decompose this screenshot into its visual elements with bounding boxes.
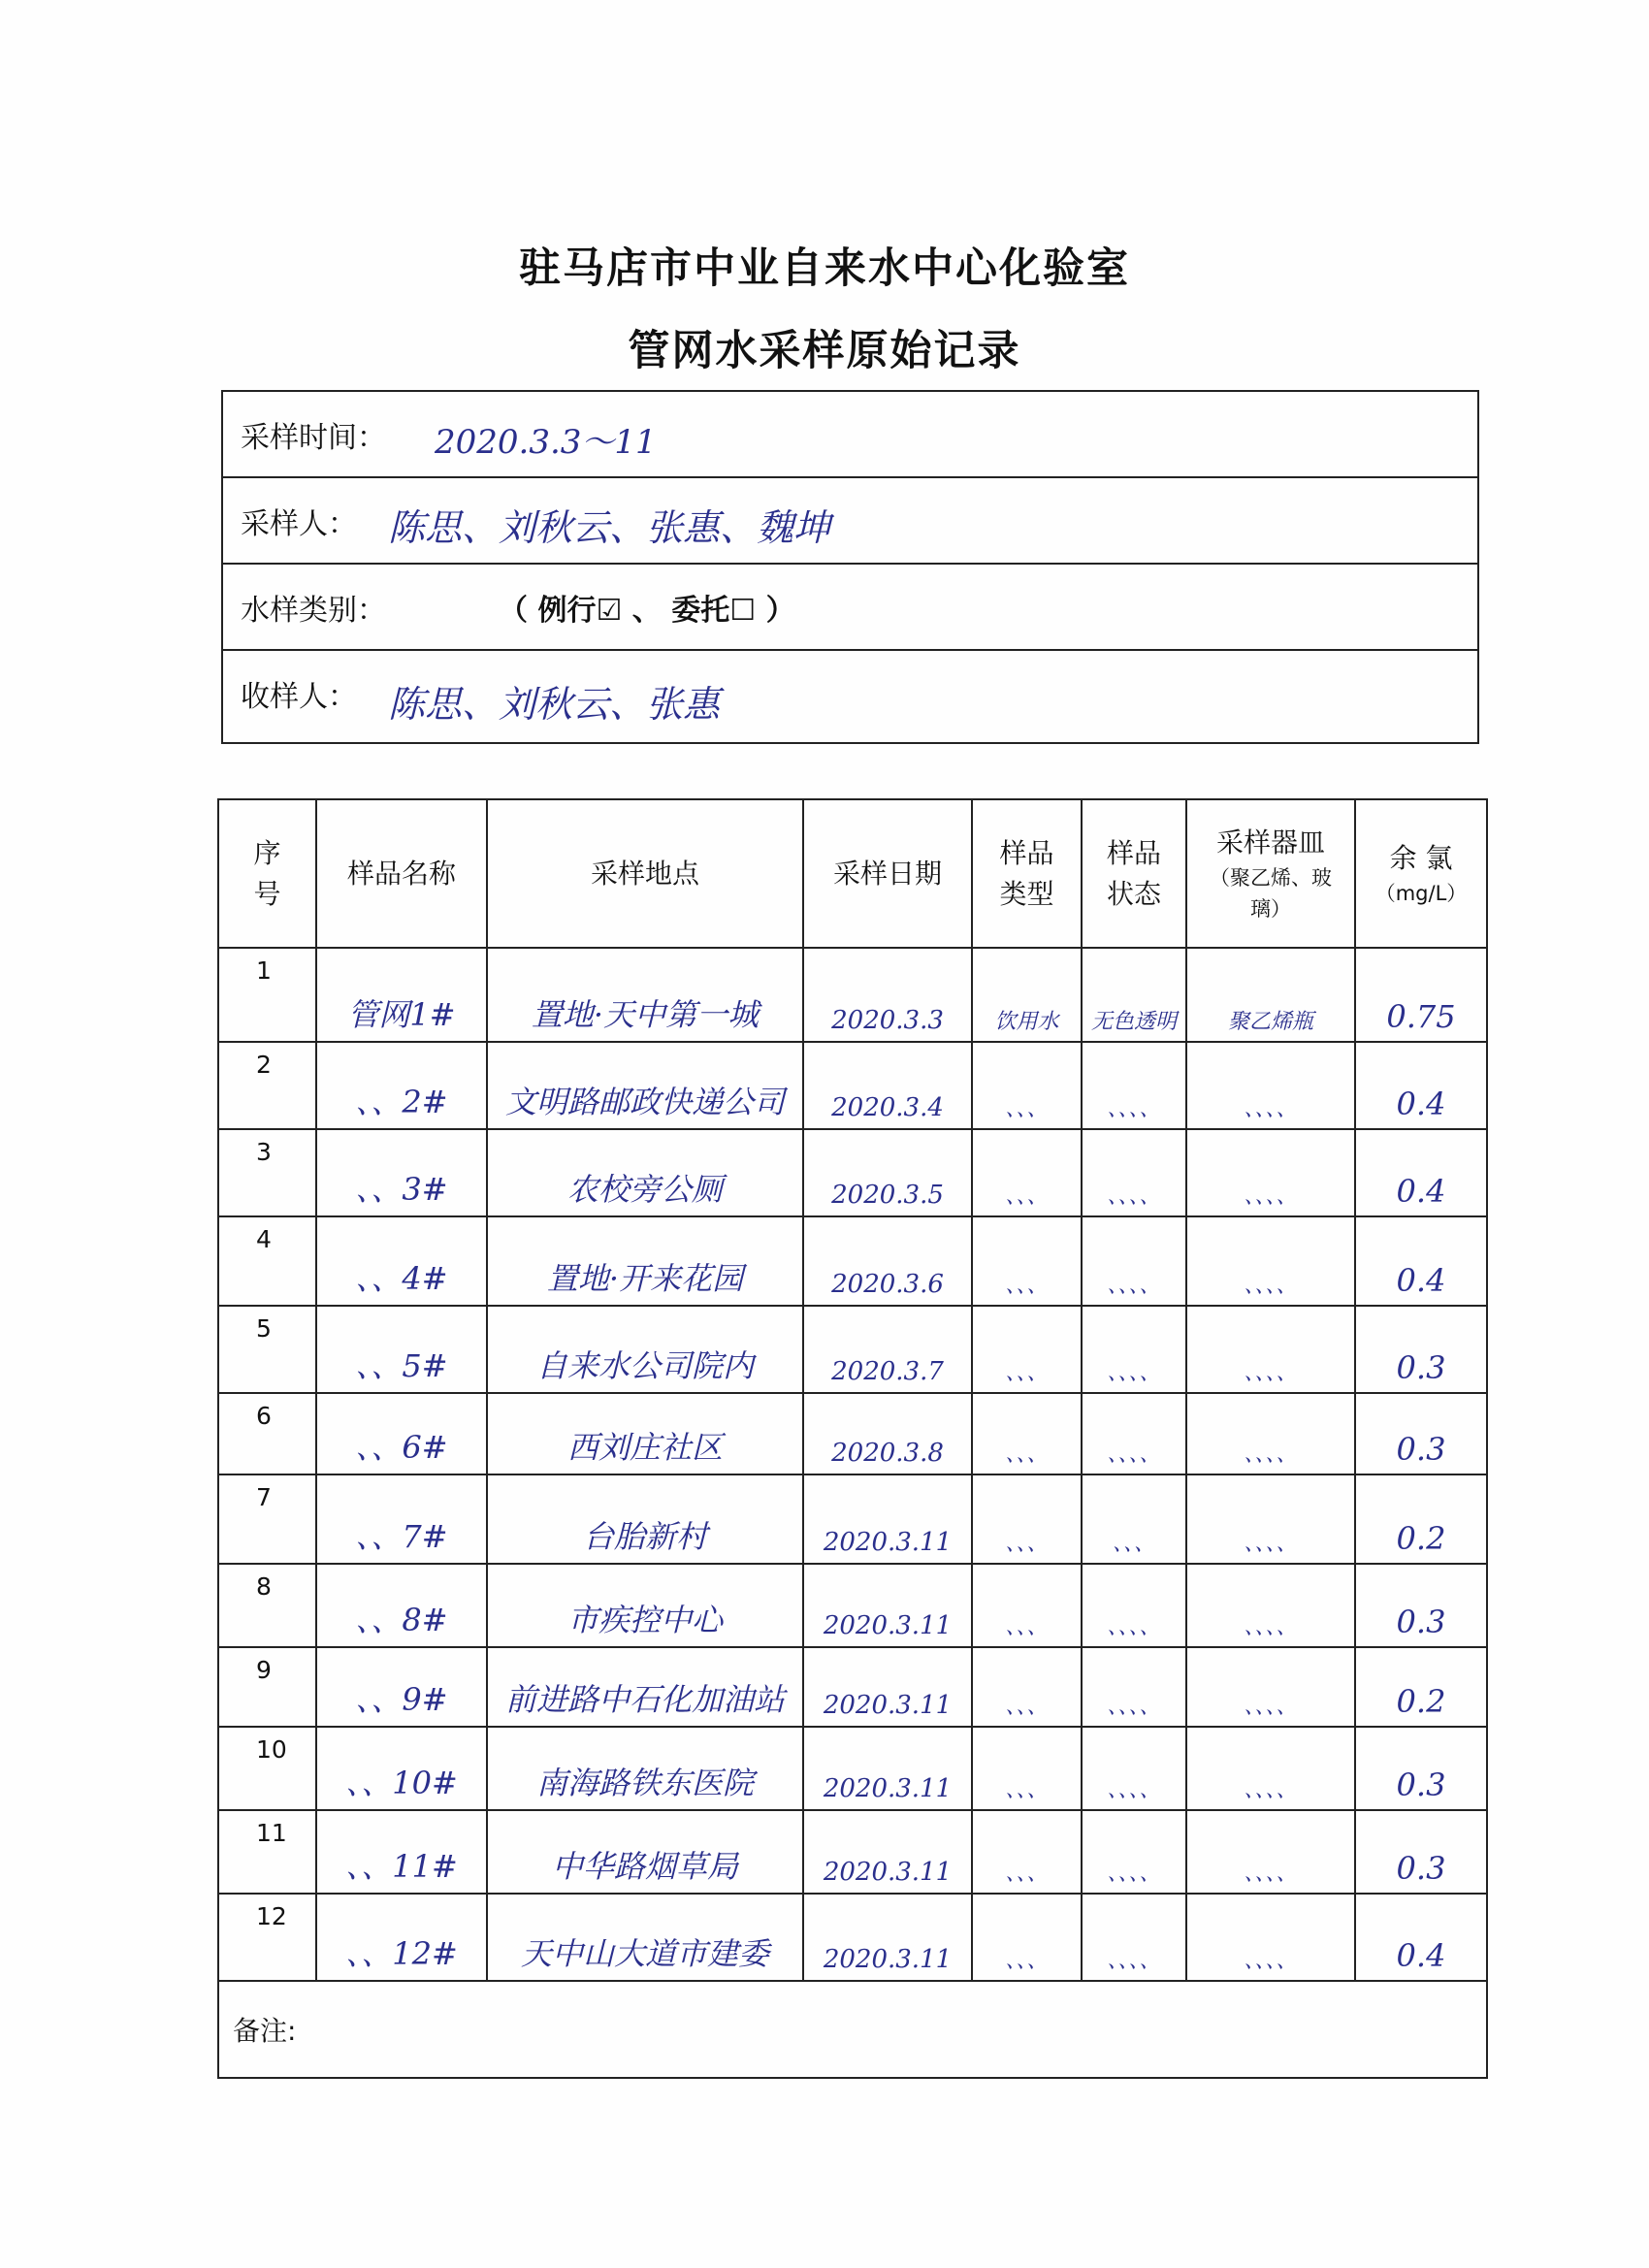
seq-number: 6	[256, 1402, 272, 1430]
type-cell	[972, 1810, 1082, 1894]
vessel-cell	[1186, 1393, 1355, 1474]
location-value: 西刘庄社区	[566, 1429, 723, 1466]
date-cell	[803, 1564, 972, 1647]
date-cell	[803, 1129, 972, 1216]
remark-label: 备注:	[233, 2015, 297, 2047]
name-cell	[316, 1216, 487, 1306]
header-row	[218, 799, 1487, 948]
receiver-value: 陈思、刘秋云、张惠	[388, 683, 721, 726]
type-value: 、、、	[1005, 1615, 1049, 1639]
date-value: 2020.3.3	[831, 1006, 944, 1035]
state-cell	[1082, 1564, 1186, 1647]
chlorine-cell	[1355, 1216, 1487, 1306]
seq-cell	[218, 948, 316, 1042]
info-block	[221, 390, 1479, 744]
state-cell	[1082, 1216, 1186, 1306]
seq-cell	[218, 1042, 316, 1129]
vessel-value: 、、、、	[1244, 1184, 1298, 1209]
sampling-time-label: 采样时间：	[241, 421, 386, 455]
table-row	[218, 1647, 1487, 1727]
chlorine-cell	[1355, 948, 1487, 1042]
header-chlorine: 余 氯 （mg/L）	[1355, 799, 1487, 948]
type-cell	[972, 1894, 1082, 1981]
type-cell	[972, 1564, 1082, 1647]
vessel-cell	[1186, 1306, 1355, 1393]
chlorine-value: 0.3	[1396, 1349, 1446, 1386]
date-value: 2020.3.5	[831, 1181, 944, 1210]
vessel-value: 、、、、	[1244, 1361, 1298, 1385]
chlorine-cell	[1355, 1894, 1487, 1981]
category-row	[223, 565, 1477, 651]
seq-number: 4	[256, 1225, 272, 1253]
table-row	[218, 1564, 1487, 1647]
state-cell	[1082, 1894, 1186, 1981]
name-cell	[316, 1474, 487, 1564]
type-value: 、、、	[1005, 1361, 1049, 1385]
date-cell	[803, 1647, 972, 1727]
vessel-value: 、、、、	[1244, 1615, 1298, 1639]
name-cell	[316, 1042, 487, 1129]
date-value: 2020.3.11	[823, 1611, 953, 1640]
name-cell	[316, 1393, 487, 1474]
header-type: 样品类型	[972, 799, 1082, 948]
vessel-cell	[1186, 1564, 1355, 1647]
name-value: 、、8#	[355, 1602, 448, 1638]
type-cell	[972, 1129, 1082, 1216]
location-value: 天中山大道市建委	[520, 1935, 769, 1972]
date-cell	[803, 1727, 972, 1810]
sampling-table	[217, 798, 1488, 2079]
location-cell	[487, 1810, 803, 1894]
type-cell	[972, 1216, 1082, 1306]
chlorine-value: 0.4	[1396, 1937, 1446, 1974]
table-row	[218, 1727, 1487, 1810]
name-cell	[316, 1564, 487, 1647]
chlorine-value: 0.4	[1396, 1173, 1446, 1210]
date-cell	[803, 948, 972, 1042]
remark-row	[218, 1981, 1487, 2078]
date-cell	[803, 1894, 972, 1981]
seq-cell	[218, 1894, 316, 1981]
date-cell	[803, 1393, 972, 1474]
state-value: 、、、、	[1107, 1778, 1161, 1802]
type-value: 饮用水	[994, 1010, 1059, 1034]
type-cell	[972, 1306, 1082, 1393]
name-cell	[316, 1129, 487, 1216]
name-cell	[316, 1306, 487, 1393]
vessel-value: 、、、、	[1244, 1274, 1298, 1298]
name-value: 、、4#	[355, 1260, 448, 1297]
location-cell	[487, 1727, 803, 1810]
location-value: 自来水公司院内	[535, 1347, 754, 1384]
state-cell	[1082, 1306, 1186, 1393]
location-value: 台胎新村	[582, 1518, 707, 1555]
vessel-cell	[1186, 1647, 1355, 1727]
chlorine-value: 0.4	[1396, 1085, 1446, 1122]
state-cell	[1082, 1393, 1186, 1474]
seq-cell	[218, 1216, 316, 1306]
table-row	[218, 1894, 1487, 1981]
type-cell	[972, 948, 1082, 1042]
table-row	[218, 1393, 1487, 1474]
date-value: 2020.3.7	[831, 1357, 944, 1386]
state-cell	[1082, 1727, 1186, 1810]
header-date: 采样日期	[803, 799, 972, 948]
name-value: 、、12#	[345, 1935, 458, 1972]
date-value: 2020.3.11	[823, 1528, 953, 1557]
receiver-label: 收样人：	[241, 680, 357, 714]
seq-number: 3	[256, 1138, 272, 1166]
seq-cell	[218, 1647, 316, 1727]
name-value: 、、3#	[355, 1171, 448, 1208]
chlorine-cell	[1355, 1727, 1487, 1810]
state-value: 、、、、	[1107, 1097, 1161, 1121]
category-options: （ 例行☑ 、 委托☐ ）	[499, 594, 795, 628]
remark-cell	[218, 1981, 1487, 2078]
type-value: 、、、	[1005, 1778, 1049, 1802]
sampler-row	[223, 478, 1477, 565]
date-value: 2020.3.4	[831, 1093, 944, 1122]
name-cell	[316, 948, 487, 1042]
name-value: 、、7#	[355, 1518, 448, 1555]
location-value: 农校旁公厕	[566, 1171, 723, 1208]
state-value: 、、、、	[1107, 1274, 1161, 1298]
location-cell	[487, 1042, 803, 1129]
location-cell	[487, 1647, 803, 1727]
vessel-cell	[1186, 1216, 1355, 1306]
name-cell	[316, 1647, 487, 1727]
chlorine-cell	[1355, 1564, 1487, 1647]
name-value: 管网1#	[347, 996, 456, 1033]
location-value: 文明路邮政快递公司	[504, 1084, 785, 1120]
seq-number: 8	[256, 1572, 272, 1601]
table-row	[218, 1474, 1487, 1564]
state-value: 、、、、	[1107, 1949, 1161, 1973]
location-cell	[487, 1129, 803, 1216]
state-cell	[1082, 1042, 1186, 1129]
sampler-value: 陈思、刘秋云、张惠、魏坤	[388, 506, 831, 549]
type-value: 、、、	[1005, 1274, 1049, 1298]
type-cell	[972, 1474, 1082, 1564]
seq-number: 7	[256, 1483, 272, 1511]
name-value: 、、9#	[355, 1681, 448, 1718]
header-seq: 序号	[218, 799, 316, 948]
sampler-label: 采样人：	[241, 507, 357, 541]
vessel-value: 、、、、	[1244, 1442, 1298, 1467]
seq-cell	[218, 1129, 316, 1216]
chlorine-cell	[1355, 1042, 1487, 1129]
seq-number: 12	[256, 1902, 287, 1930]
header-vessel: 采样器皿 （聚乙烯、玻璃）	[1186, 799, 1355, 948]
type-value: 、、、	[1005, 1442, 1049, 1467]
vessel-value: 、、、、	[1244, 1097, 1298, 1121]
header-vessel-note: （聚乙烯、玻璃）	[1210, 866, 1332, 921]
seq-number: 11	[256, 1819, 287, 1847]
chlorine-value: 0.2	[1396, 1520, 1446, 1557]
chlorine-cell	[1355, 1810, 1487, 1894]
date-value: 2020.3.11	[823, 1691, 953, 1720]
state-cell	[1082, 948, 1186, 1042]
vessel-value: 、、、、	[1244, 1862, 1298, 1886]
vessel-value: 、、、、	[1244, 1695, 1298, 1719]
header-location: 采样地点	[487, 799, 803, 948]
date-value: 2020.3.11	[823, 1858, 953, 1887]
state-cell	[1082, 1474, 1186, 1564]
chlorine-value: 0.3	[1396, 1850, 1446, 1887]
table-body	[218, 948, 1487, 1981]
date-value: 2020.3.8	[831, 1439, 944, 1468]
type-cell	[972, 1042, 1082, 1129]
type-cell	[972, 1647, 1082, 1727]
seq-number: 5	[256, 1314, 272, 1343]
vessel-value: 、、、、	[1244, 1532, 1298, 1556]
vessel-cell	[1186, 1727, 1355, 1810]
table-row	[218, 1810, 1487, 1894]
date-cell	[803, 1474, 972, 1564]
seq-cell	[218, 1393, 316, 1474]
location-value: 置地·天中第一城	[531, 996, 760, 1033]
type-cell	[972, 1727, 1082, 1810]
sampling-time-value: 2020.3.3～11	[435, 423, 657, 462]
type-value: 、、、	[1005, 1695, 1049, 1719]
chlorine-cell	[1355, 1129, 1487, 1216]
location-cell	[487, 1216, 803, 1306]
type-value: 、、、	[1005, 1862, 1049, 1886]
state-value: 、、、、	[1107, 1615, 1161, 1639]
vessel-cell	[1186, 1894, 1355, 1981]
header-name: 样品名称	[316, 799, 487, 948]
state-value: 、、、、	[1107, 1361, 1161, 1385]
seq-number: 2	[256, 1051, 272, 1079]
date-cell	[803, 1306, 972, 1393]
type-value: 、、、	[1005, 1949, 1049, 1973]
chlorine-value: 0.3	[1396, 1604, 1446, 1640]
chlorine-value: 0.2	[1396, 1683, 1446, 1720]
state-value: 、、、	[1112, 1532, 1155, 1556]
state-value: 、、、、	[1107, 1442, 1161, 1467]
vessel-value: 、、、、	[1244, 1778, 1298, 1802]
chlorine-value: 0.3	[1396, 1431, 1446, 1468]
header-chlorine-unit: （mg/L）	[1374, 881, 1468, 905]
vessel-cell	[1186, 1042, 1355, 1129]
chlorine-cell	[1355, 1647, 1487, 1727]
location-cell	[487, 1474, 803, 1564]
seq-number: 9	[256, 1656, 272, 1684]
chlorine-cell	[1355, 1393, 1487, 1474]
header-state: 样品状态	[1082, 799, 1186, 948]
name-value: 、、5#	[355, 1347, 448, 1384]
chlorine-value: 0.4	[1396, 1262, 1446, 1299]
table-row	[218, 948, 1487, 1042]
location-value: 中华路烟草局	[551, 1848, 738, 1885]
chlorine-cell	[1355, 1474, 1487, 1564]
seq-number: 10	[256, 1735, 287, 1764]
vessel-cell	[1186, 1474, 1355, 1564]
chlorine-value: 0.3	[1396, 1766, 1446, 1803]
chlorine-cell	[1355, 1306, 1487, 1393]
vessel-value: 聚乙烯瓶	[1227, 1010, 1313, 1034]
table-row	[218, 1042, 1487, 1129]
date-value: 2020.3.6	[831, 1270, 944, 1299]
state-value: 、、、、	[1107, 1695, 1161, 1719]
state-cell	[1082, 1810, 1186, 1894]
vessel-value: 、、、、	[1244, 1949, 1298, 1973]
type-value: 、、、	[1005, 1097, 1049, 1121]
location-cell	[487, 1894, 803, 1981]
location-value: 南海路铁东医院	[535, 1765, 754, 1801]
seq-cell	[218, 1306, 316, 1393]
location-value: 置地·开来花园	[546, 1260, 744, 1297]
name-value: 、、11#	[345, 1848, 458, 1885]
seq-cell	[218, 1474, 316, 1564]
state-value: 无色透明	[1090, 1010, 1177, 1034]
name-value: 、、6#	[355, 1429, 448, 1466]
name-cell	[316, 1810, 487, 1894]
type-value: 、、、	[1005, 1532, 1049, 1556]
location-cell	[487, 948, 803, 1042]
seq-cell	[218, 1727, 316, 1810]
state-cell	[1082, 1647, 1186, 1727]
location-cell	[487, 1306, 803, 1393]
table-row	[218, 1216, 1487, 1306]
state-cell	[1082, 1129, 1186, 1216]
chlorine-value: 0.75	[1386, 998, 1456, 1035]
vessel-cell	[1186, 1129, 1355, 1216]
type-value: 、、、	[1005, 1184, 1049, 1209]
location-cell	[487, 1564, 803, 1647]
name-cell	[316, 1727, 487, 1810]
document-subtitle: 管网水采样原始记录	[628, 327, 1021, 375]
location-cell	[487, 1393, 803, 1474]
table-row	[218, 1306, 1487, 1393]
location-value: 前进路中石化加油站	[504, 1681, 785, 1718]
table-row	[218, 1129, 1487, 1216]
vessel-cell	[1186, 1810, 1355, 1894]
state-value: 、、、、	[1107, 1184, 1161, 1209]
vessel-cell	[1186, 948, 1355, 1042]
name-value: 、、10#	[345, 1765, 458, 1801]
date-cell	[803, 1042, 972, 1129]
name-value: 、、2#	[355, 1084, 448, 1120]
date-value: 2020.3.11	[823, 1945, 953, 1974]
location-value: 市疾控中心	[566, 1602, 723, 1638]
date-cell	[803, 1216, 972, 1306]
seq-cell	[218, 1810, 316, 1894]
seq-cell	[218, 1564, 316, 1647]
date-cell	[803, 1810, 972, 1894]
seq-number: 1	[256, 956, 272, 985]
type-cell	[972, 1393, 1082, 1474]
state-value: 、、、、	[1107, 1862, 1161, 1886]
category-label: 水样类别：	[241, 594, 386, 628]
receiver-row	[223, 651, 1477, 742]
date-value: 2020.3.11	[823, 1774, 953, 1803]
name-cell	[316, 1894, 487, 1981]
document-title: 驻马店市中业自来水中心化验室	[519, 244, 1130, 293]
sampling-time-row	[223, 392, 1477, 478]
